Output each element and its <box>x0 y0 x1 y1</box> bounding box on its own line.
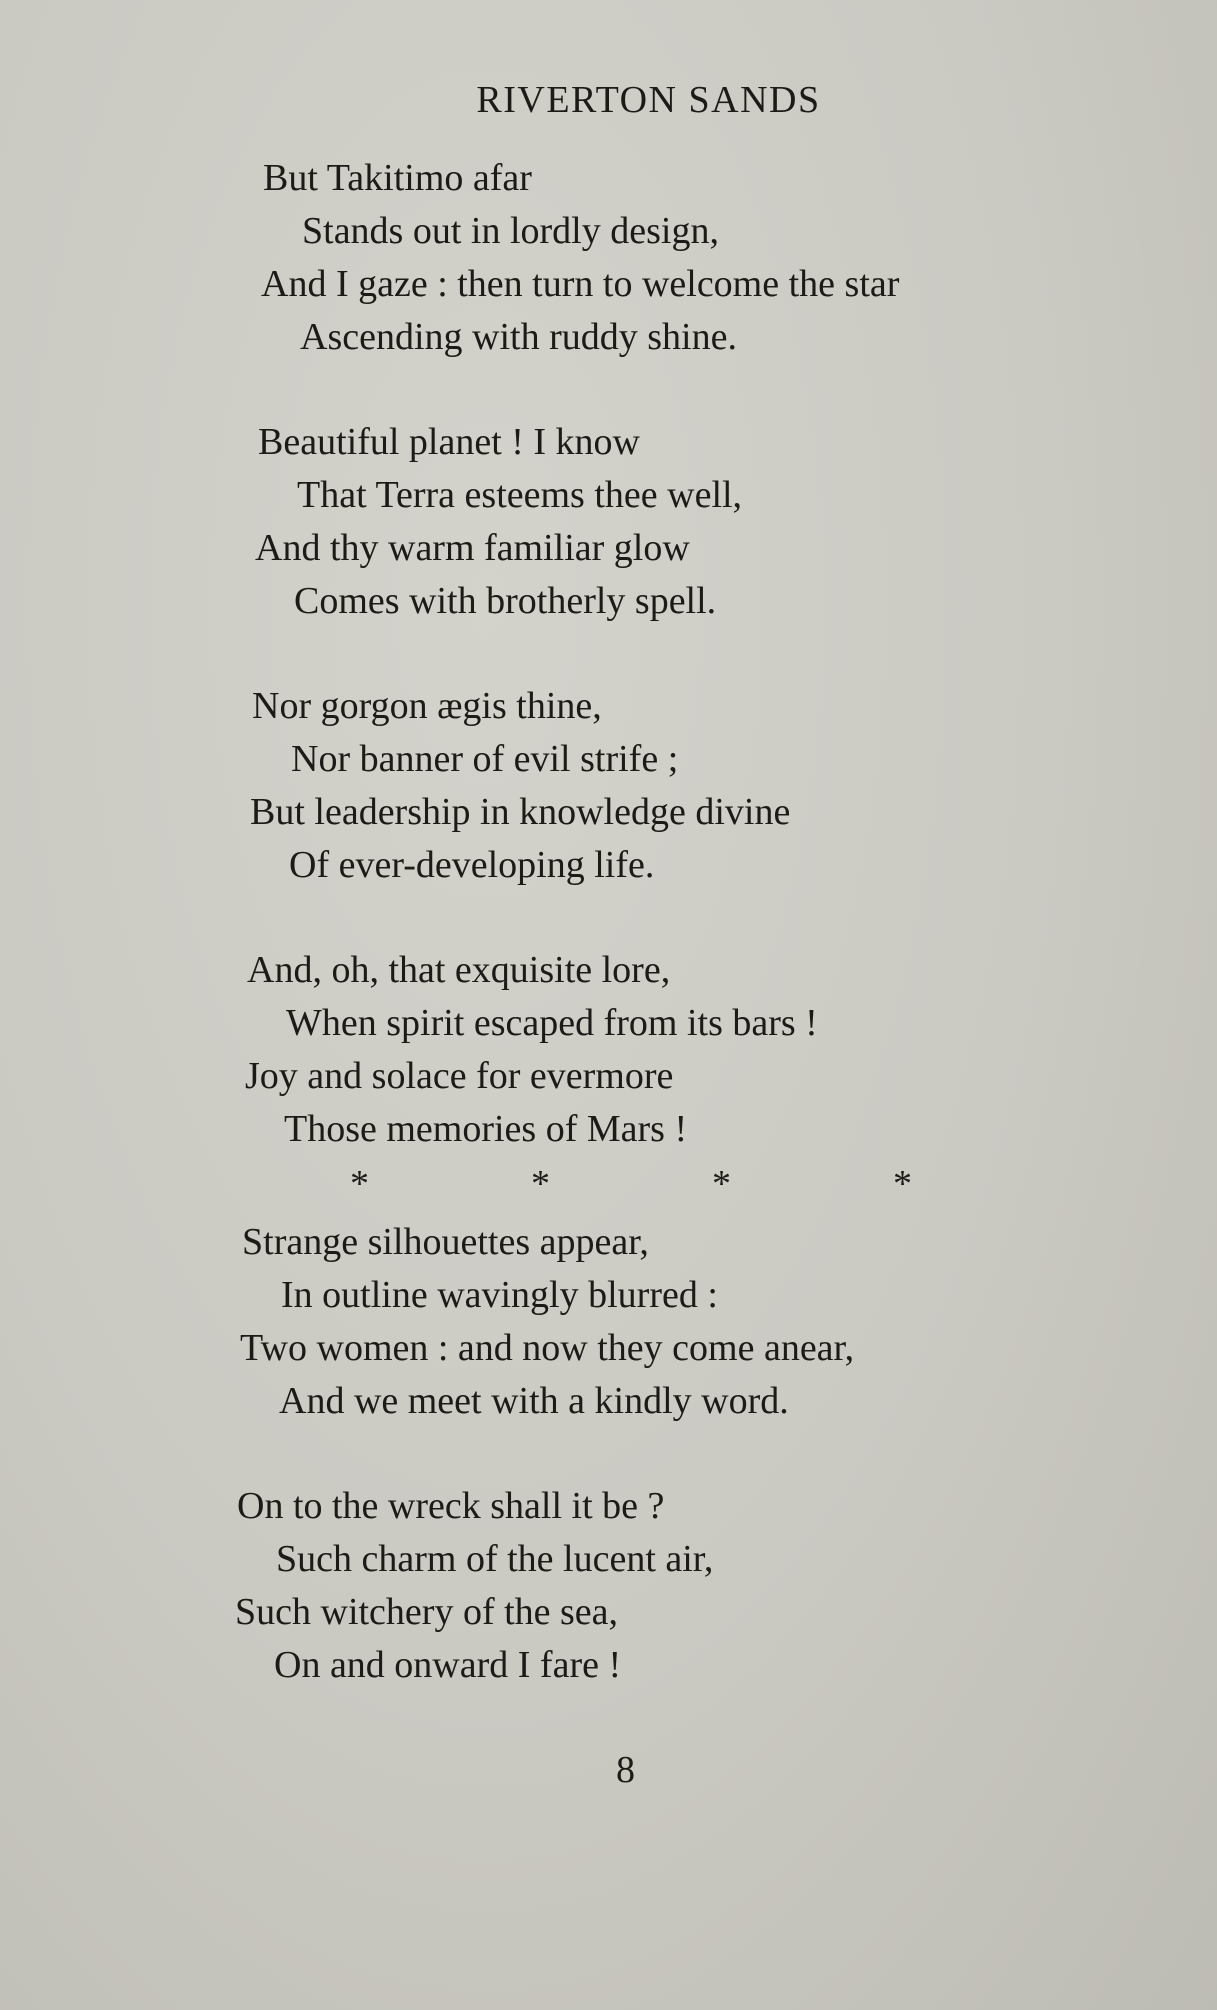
stanza <box>0 152 1217 364</box>
section-break <box>0 1156 1217 1216</box>
page-number: 8 <box>616 1749 635 1791</box>
poem <box>0 152 1217 1692</box>
poem-line: Ascending with ruddy shine. <box>300 316 737 358</box>
poem-line: And we meet with a kindly word. <box>279 1380 789 1422</box>
poem-line: Joy and solace for evermore <box>245 1055 674 1097</box>
asterisk: * <box>531 1163 550 1205</box>
asterisk: * <box>712 1163 731 1205</box>
poem-line: Of ever-developing life. <box>289 844 655 886</box>
poem-line: Such witchery of the sea, <box>235 1591 619 1633</box>
poem-line: And thy warm familiar glow <box>255 527 690 569</box>
poem-line: Beautiful planet ! I know <box>258 421 641 463</box>
poem-line: But leadership in knowledge divine <box>250 791 791 833</box>
poem-line: And, oh, that exquisite lore, <box>247 949 671 991</box>
poem-line: Two women : and now they come anear, <box>240 1327 855 1369</box>
poem-line: And I gaze : then turn to welcome the star <box>261 263 900 305</box>
running-head: RIVERTON SANDS <box>476 79 821 121</box>
poem-line: Nor banner of evil strife ; <box>291 738 679 780</box>
poem-line: Stands out in lordly design, <box>302 210 719 252</box>
stanza <box>0 1216 1217 1428</box>
asterisk: * <box>350 1163 369 1205</box>
asterisk: * <box>893 1163 912 1205</box>
stanza <box>0 944 1217 1156</box>
poem-line: Strange silhouettes appear, <box>242 1221 649 1263</box>
stanza <box>0 680 1217 892</box>
poem-line: On and onward I fare ! <box>274 1644 622 1686</box>
poem-line: In outline wavingly blurred : <box>281 1274 718 1316</box>
stanza <box>0 416 1217 628</box>
stanza <box>0 1480 1217 1692</box>
poem-line: Such charm of the lucent air, <box>276 1538 714 1580</box>
poem-line: Nor gorgon ægis thine, <box>252 685 602 727</box>
poem-line: That Terra esteems thee well, <box>297 474 743 516</box>
poem-line: But Takitimo afar <box>263 157 532 199</box>
poem-line: When spirit escaped from its bars ! <box>286 1002 818 1044</box>
poem-line: Those memories of Mars ! <box>284 1108 688 1150</box>
poem-line: On to the wreck shall it be ? <box>237 1485 665 1527</box>
poem-line: Comes with brotherly spell. <box>294 580 717 622</box>
